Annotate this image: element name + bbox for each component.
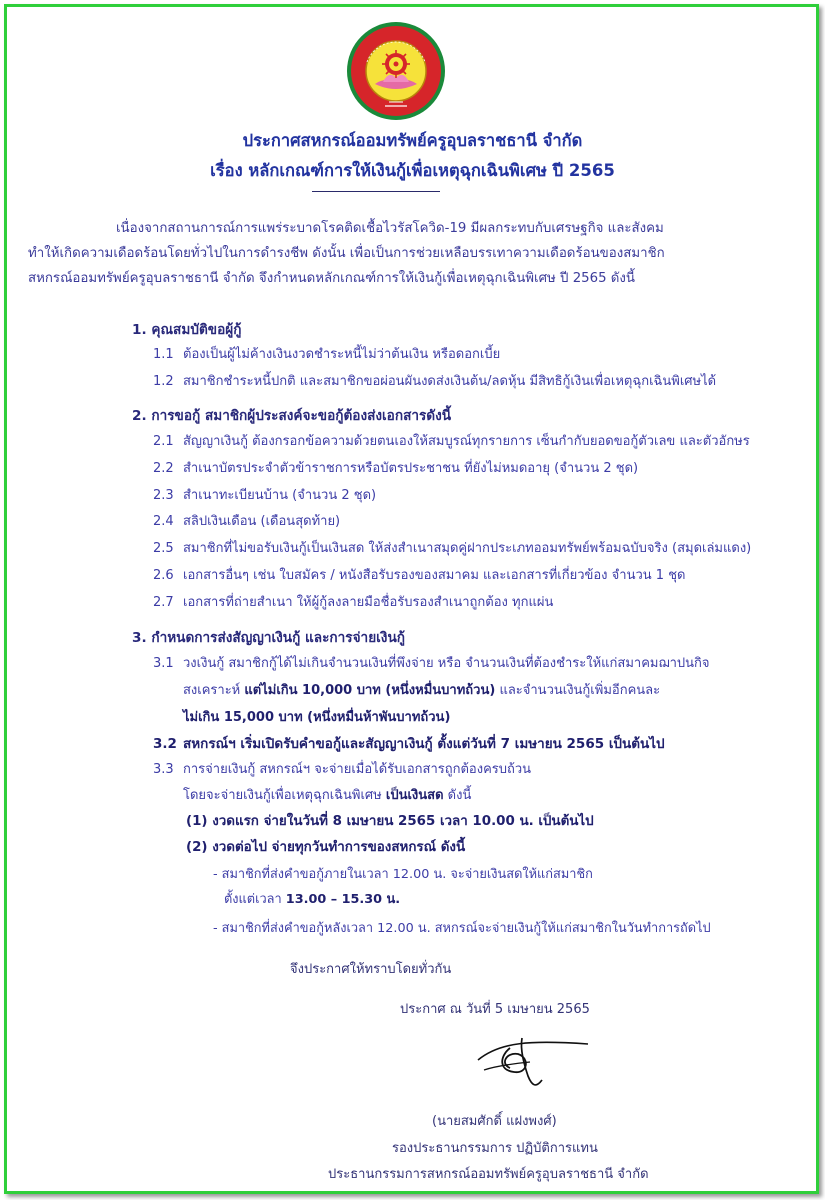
signatory-position-1: รองประธานกรรมการ ปฏิบัติการแทน xyxy=(392,1141,598,1156)
payment-bullet-2: - สมาชิกที่ส่งคำขอกู้หลังเวลา 12.00 น. สหกรณ์จะจ่ายเงินกู้ให้แก่สมาชิกในวันทำการถัดไป xyxy=(213,921,711,936)
payment-bullet-1-line-2: ตั้งแต่เวลา 13.00 – 15.30 น. xyxy=(224,892,401,907)
announcement-date: ประกาศ ณ วันที่ 5 เมษายน 2565 xyxy=(400,1002,590,1017)
signatory-name: (นายสมศักดิ์ แฝงพงศ์) xyxy=(432,1114,557,1129)
item-3-3-line-2: โดยจะจ่ายเงินกู้เพื่อเหตุฉุกเฉินพิเศษ เป็นเงินสด ดังนี้ xyxy=(183,788,472,803)
item-2-2: 2.2 สำเนาบัตรประจำตัวข้าราชการหรือบัตรประชาชน ที่ยังไม่หมดอายุ (จำนวน 2 ชุด) xyxy=(153,461,639,476)
closing-announcement: จึงประกาศให้ทราบโดยทั่วกัน xyxy=(290,962,452,977)
item-3-1-line-3: ไม่เกิน 15,000 บาท (หนึ่งหมื่นห้าพันบาทถ้วน) xyxy=(183,710,451,725)
item-1-2: 1.2 สมาชิกชำระหนี้ปกติ และสมาชิกขอผ่อนผันงดส่งเงินต้น/ลดหุ้น มีสิทธิกู้เงินเพื่อเหตุฉุกเฉินพิเศษได้ xyxy=(153,374,717,389)
section-3-title: 3. กำหนดการส่งสัญญาเงินกู้ และการจ่ายเงินกู้ xyxy=(132,630,405,646)
cooperative-seal-logo xyxy=(345,20,447,122)
item-3-1-line-2: สงเคราะห์ แต่ไม่เกิน 10,000 บาท (หนึ่งหมื่นบาทถ้วน) และจำนวนเงินกู้เพิ่มอีกคนละ xyxy=(183,683,661,698)
payment-round-2: (2) งวดต่อไป จ่ายทุกวันทำการของสหกรณ์ ดังนี้ xyxy=(186,840,466,855)
item-1-1: 1.1 ต้องเป็นผู้ไม่ค้างเงินงวดชำระหนี้ไม่ว่าต้นเงิน หรือดอกเบี้ย xyxy=(153,347,501,362)
handwritten-signature xyxy=(470,1030,590,1092)
item-2-3: 2.3 สำเนาทะเบียนบ้าน (จำนวน 2 ชุด) xyxy=(153,488,377,503)
item-3-1-line-1: 3.1 วงเงินกู้ สมาชิกกู้ได้ไม่เกินจำนวนเงินที่พึงจ่าย หรือ จำนวนเงินที่ต้องชำระให้แก่สมาคมฌาปนกิจ xyxy=(153,656,710,671)
item-2-4: 2.4 สลิปเงินเดือน (เดือนสุดท้าย) xyxy=(153,514,341,529)
signatory-position-2: ประธานกรรมการสหกรณ์ออมทรัพย์ครูอุบลราชธานี จำกัด xyxy=(328,1167,649,1182)
item-3-2: 3.2 สหกรณ์ฯ เริ่มเปิดรับคำขอกู้และสัญญาเงินกู้ ตั้งแต่วันที่ 7 เมษายน 2565 เป็นต้นไป xyxy=(153,736,665,752)
section-2-title: 2. การขอกู้ สมาชิกผู้ประสงค์จะขอกู้ต้องส่งเอกสารดังนี้ xyxy=(132,408,452,424)
announcement-title: ประกาศสหกรณ์ออมทรัพย์ครูอุบลราชธานี จำกัด xyxy=(242,131,583,150)
announcement-subject: เรื่อง หลักเกณฑ์การให้เงินกู้เพื่อเหตุฉุกเฉินพิเศษ ปี 2565 xyxy=(210,161,615,180)
section-1-title: 1. คุณสมบัติขอผู้กู้ xyxy=(132,322,242,338)
item-3-3-line-1: 3.3 การจ่ายเงินกู้ สหกรณ์ฯ จะจ่ายเมื่อได้รับเอกสารถูกต้องครบถ้วน xyxy=(153,762,532,777)
intro-paragraph xyxy=(28,216,808,291)
title-underline xyxy=(312,191,440,192)
intro-line-3: สหกรณ์ออมทรัพย์ครูอุบลราชธานี จำกัด จึงกำหนดหลักเกณฑ์การให้เงินกู้เพื่อเหตุฉุกเฉินพิเศษ ปี 2565 ดังนี้ xyxy=(28,271,635,286)
payment-round-1: (1) งวดแรก จ่ายในวันที่ 8 เมษายน 2565 เวลา 10.00 น. เป็นต้นไป xyxy=(186,814,594,829)
intro-line-2: ทำให้เกิดความเดือดร้อนโดยทั่วไปในการดำรงชีพ ดังนั้น เพื่อเป็นการช่วยเหลือบรรเทาความเดือดร้อนของสมาชิก xyxy=(28,246,665,261)
item-2-5: 2.5 สมาชิกที่ไม่ขอรับเงินกู้เป็นเงินสด ให้ส่งสำเนาสมุดคู่ฝากประเภทออมทรัพย์พร้อมฉบับจริง (สมุดเล่มแดง) xyxy=(153,541,752,556)
item-2-7: 2.7 เอกสารที่ถ่ายสำเนา ให้ผู้กู้ลงลายมือชื่อรับรองสำเนาถูกต้อง ทุกแผ่น xyxy=(153,595,554,610)
payment-bullet-1-line-1: - สมาชิกที่ส่งคำขอกู้ภายในเวลา 12.00 น. จะจ่ายเงินสดให้แก่สมาชิก xyxy=(213,867,593,882)
item-2-6: 2.6 เอกสารอื่นๆ เช่น ใบสมัคร / หนังสือรับรองของสมาคม และเอกสารที่เกี่ยวข้อง จำนวน 1 ชุด xyxy=(153,568,686,583)
item-2-1: 2.1 สัญญาเงินกู้ ต้องกรอกข้อความด้วยตนเองให้สมบูรณ์ทุกรายการ เซ็นกำกับยอดขอกู้ตัวเลข และตัวอักษร xyxy=(153,434,750,449)
intro-line-1: เนื่องจากสถานการณ์การแพร่ระบาดโรคติดเชื้อไวรัสโควิด-19 มีผลกระทบกับเศรษฐกิจ และสังคม xyxy=(116,221,664,236)
